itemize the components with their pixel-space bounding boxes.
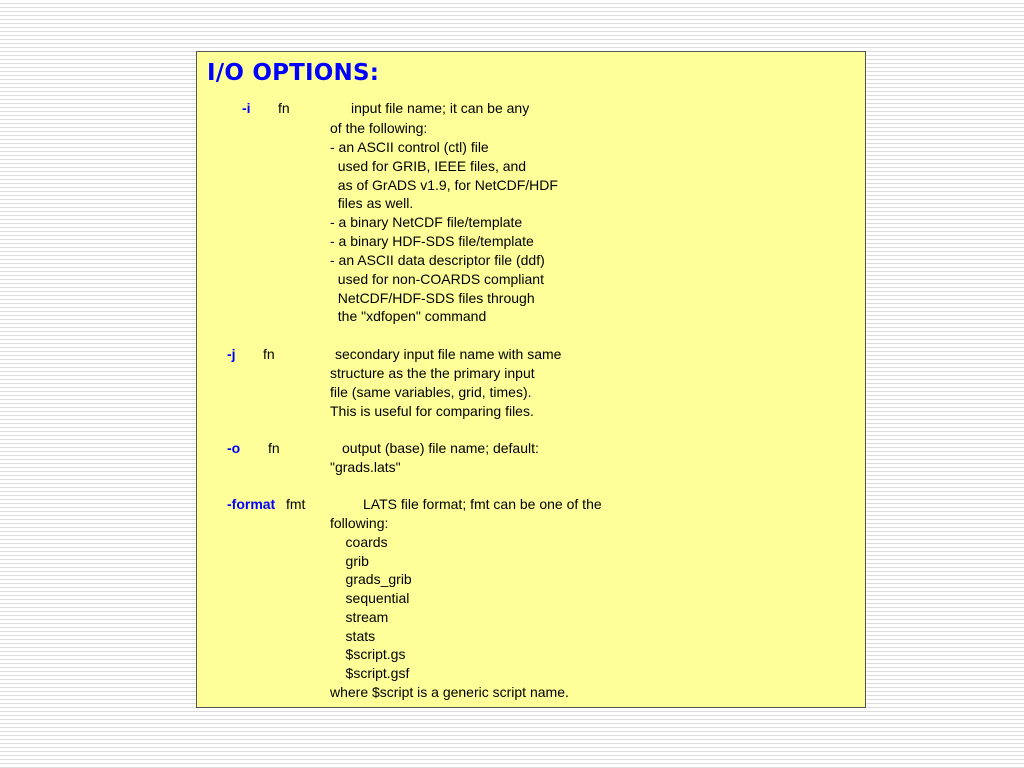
option-desc-line: as of GrADS v1.9, for NetCDF/HDF	[330, 177, 558, 193]
option-desc-line: - a binary NetCDF file/template	[330, 214, 523, 230]
option-desc-line: where $script is a generic script name.	[330, 684, 569, 700]
option-desc-line: following:	[330, 515, 389, 531]
option-desc-line: the "xdfopen" command	[330, 308, 487, 324]
io-options-panel	[196, 51, 866, 708]
format-list-item: $script.gsf	[330, 665, 410, 681]
option-arg: fn	[278, 100, 290, 116]
slide-title: I/O OPTIONS:	[207, 60, 380, 86]
option-flag: -j	[227, 346, 236, 362]
option-desc-first: LATS file format; fmt can be one of the	[363, 496, 602, 512]
option-flag: -i	[242, 100, 251, 116]
option-desc-line: "grads.lats"	[330, 459, 401, 475]
option-desc-first: input file name; it can be any	[351, 100, 530, 116]
option-desc-line: files as well.	[330, 195, 414, 211]
option-flag: -o	[227, 440, 241, 456]
format-list-item: grib	[330, 553, 369, 569]
format-list-item: sequential	[330, 590, 410, 606]
option-arg: fn	[268, 440, 280, 456]
format-list-item: stats	[330, 628, 376, 644]
option-desc-line: used for non-COARDS compliant	[330, 271, 544, 287]
format-list-item: stream	[330, 609, 389, 625]
option-desc-line: NetCDF/HDF-SDS files through	[330, 290, 535, 306]
format-list-item: grads_grib	[330, 571, 412, 587]
option-desc-line: - an ASCII control (ctl) file	[330, 139, 489, 155]
option-desc-line: - an ASCII data descriptor file (ddf)	[330, 252, 545, 268]
option-desc-line: This is useful for comparing files.	[330, 403, 534, 419]
option-desc-line: file (same variables, grid, times).	[330, 384, 532, 400]
option-desc-line: of the following:	[330, 120, 428, 136]
option-flag: -format	[227, 496, 276, 512]
format-list-item: $script.gs	[330, 646, 406, 662]
option-desc-line: used for GRIB, IEEE files, and	[330, 158, 527, 174]
option-desc-line: structure as the the primary input	[330, 365, 535, 381]
option-desc-first: secondary input file name with same	[335, 346, 562, 362]
option-desc-first: output (base) file name; default:	[342, 440, 539, 456]
format-list-item: coards	[330, 534, 388, 550]
option-arg: fn	[263, 346, 275, 362]
option-desc-line: - a binary HDF-SDS file/template	[330, 233, 534, 249]
option-arg: fmt	[286, 496, 306, 512]
